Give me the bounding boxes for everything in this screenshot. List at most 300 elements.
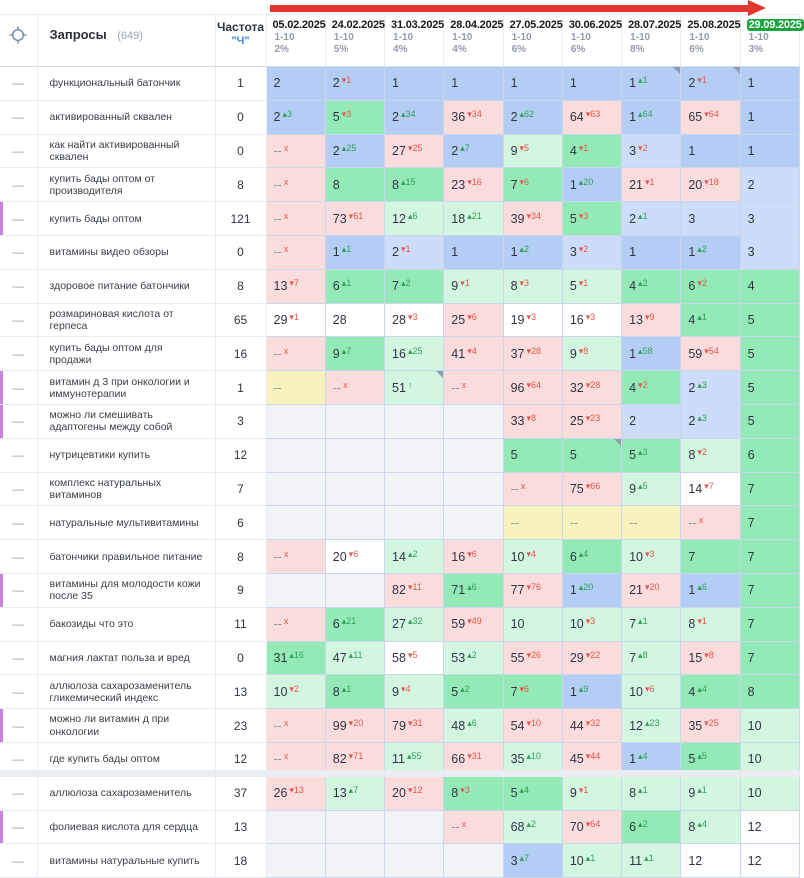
position-cell[interactable]	[444, 235, 503, 269]
position-cell[interactable]	[385, 235, 444, 269]
position-cell[interactable]	[325, 100, 384, 134]
position-value: 5	[747, 380, 755, 395]
position-value: 12	[629, 718, 643, 733]
position-cell[interactable]	[622, 844, 681, 878]
keyword-cell[interactable]: активированный сквален	[37, 100, 215, 134]
position-cell[interactable]	[562, 810, 621, 844]
position-cell[interactable]	[444, 540, 503, 574]
position-cell[interactable]	[503, 641, 562, 675]
position-value: 16	[392, 346, 406, 361]
position-cell[interactable]	[444, 134, 503, 168]
date-column-header[interactable]	[740, 15, 802, 67]
position-cell[interactable]	[385, 202, 444, 236]
position-cell[interactable]	[562, 134, 621, 168]
keyword-cell[interactable]: здоровое питание батончики	[37, 269, 215, 303]
position-cell[interactable]	[562, 337, 621, 371]
position-cell[interactable]	[622, 675, 681, 709]
position-cell[interactable]	[562, 168, 621, 202]
position-cell[interactable]	[740, 438, 799, 472]
frequency-value: 7	[215, 472, 266, 506]
position-cell[interactable]	[740, 675, 799, 709]
drag-handle[interactable]: —	[0, 337, 37, 371]
change-down-indicator: ▾26	[526, 649, 541, 660]
drag-handle[interactable]: —	[0, 100, 37, 134]
date-column-header[interactable]	[622, 15, 681, 67]
position-value: 1	[451, 245, 459, 260]
keyword-cell[interactable]: купить бады оптом для продажи	[37, 337, 215, 371]
position-cell[interactable]	[266, 67, 325, 101]
position-cell[interactable]	[681, 844, 740, 878]
position-cell[interactable]	[681, 472, 740, 506]
position-cell[interactable]	[681, 371, 740, 405]
date-label: 25.08.2025	[687, 19, 741, 31]
position-cell[interactable]	[622, 100, 681, 134]
drag-handle[interactable]: —	[0, 506, 37, 540]
position-cell[interactable]	[444, 675, 503, 709]
drag-handle[interactable]: —	[0, 742, 37, 776]
position-cell[interactable]	[681, 100, 740, 134]
position-cell[interactable]	[503, 540, 562, 574]
keyword-cell[interactable]: фолиевая кислота для сердца	[37, 810, 215, 844]
change-down-indicator: ▾8	[578, 345, 589, 356]
position-cell[interactable]	[562, 371, 621, 405]
position-value: 10	[747, 752, 762, 767]
position-cell[interactable]	[266, 709, 325, 743]
percent-label: 6%	[689, 44, 704, 56]
keyword-cell[interactable]: магния лактат польза и вред	[37, 641, 215, 675]
position-cell[interactable]	[681, 202, 740, 236]
frequency-value: 65	[215, 303, 266, 337]
position-cell[interactable]	[622, 67, 681, 101]
position-cell[interactable]	[562, 573, 621, 607]
position-cell[interactable]	[740, 607, 799, 641]
keyword-cell[interactable]: розмариновая кислота от герпеса	[37, 303, 215, 337]
position-cell[interactable]	[562, 607, 621, 641]
position-cell[interactable]	[444, 641, 503, 675]
drag-handle[interactable]: —	[0, 67, 37, 101]
position-cell[interactable]	[503, 303, 562, 337]
position-cell[interactable]	[622, 303, 681, 337]
position-cell[interactable]	[562, 540, 621, 574]
drag-handle[interactable]: —	[0, 810, 37, 844]
position-cell[interactable]	[562, 506, 621, 540]
position-cell[interactable]	[681, 67, 740, 101]
position-cell[interactable]	[385, 100, 444, 134]
position-cell[interactable]	[740, 100, 799, 134]
position-cell[interactable]	[681, 134, 740, 168]
position-cell[interactable]	[681, 607, 740, 641]
position-cell[interactable]	[385, 337, 444, 371]
position-cell[interactable]	[562, 67, 621, 101]
position-cell[interactable]	[444, 67, 503, 101]
position-cell[interactable]	[325, 540, 384, 574]
keyword-cell[interactable]: как найти активированный сквален	[37, 134, 215, 168]
position-cell[interactable]	[385, 269, 444, 303]
keyword-cell[interactable]: купить бады оптом	[37, 202, 215, 236]
position-cell[interactable]	[681, 675, 740, 709]
position-value: 20	[688, 177, 703, 192]
position-cell[interactable]	[503, 506, 562, 540]
table-row	[0, 404, 800, 438]
position-value: 8	[688, 448, 696, 463]
drag-handle[interactable]: —	[0, 844, 37, 878]
keyword-cell[interactable]: аллюлоза сахарозаменитель гликемический индекс	[37, 675, 215, 709]
position-cell[interactable]	[681, 776, 740, 810]
position-cell[interactable]	[562, 776, 621, 810]
position-cell	[444, 438, 503, 472]
position-cell[interactable]	[503, 776, 562, 810]
drag-handle[interactable]: —	[0, 303, 37, 337]
drag-handle[interactable]: —	[0, 438, 37, 472]
position-cell[interactable]	[503, 269, 562, 303]
position-cell[interactable]	[385, 573, 444, 607]
position-cell[interactable]	[622, 810, 681, 844]
position-cell[interactable]	[562, 269, 621, 303]
position-cell[interactable]	[503, 404, 562, 438]
position-cell[interactable]	[385, 675, 444, 709]
table-row	[0, 337, 800, 371]
position-cell[interactable]	[740, 235, 799, 269]
position-cell[interactable]	[740, 202, 799, 236]
position-cell[interactable]	[325, 269, 384, 303]
position-cell[interactable]	[562, 641, 621, 675]
position-cell[interactable]	[325, 134, 384, 168]
drag-handle[interactable]: —	[0, 371, 37, 405]
frequency-quote-link[interactable]: "Ч"	[231, 35, 250, 48]
position-cell[interactable]	[503, 844, 562, 878]
keyword-cell[interactable]: витамины для молодости кожи после 35	[37, 573, 215, 607]
position-cell[interactable]	[385, 134, 444, 168]
position-cell[interactable]	[385, 607, 444, 641]
position-cell[interactable]	[385, 641, 444, 675]
position-cell[interactable]	[740, 573, 799, 607]
position-cell[interactable]	[740, 540, 799, 574]
position-cell[interactable]	[444, 709, 503, 743]
position-cell[interactable]	[681, 709, 740, 743]
drag-handle[interactable]: —	[0, 472, 37, 506]
position-cell[interactable]	[385, 540, 444, 574]
percent-label: 5%	[333, 44, 349, 56]
date-column-header[interactable]	[503, 15, 562, 67]
position-cell	[325, 506, 384, 540]
position-cell[interactable]	[444, 303, 503, 337]
position-value: 5	[747, 346, 755, 361]
position-cell[interactable]	[503, 202, 562, 236]
keyword-cell[interactable]: батончики правильное питание	[37, 540, 215, 574]
position-cell	[266, 438, 325, 472]
date-column-header[interactable]	[266, 15, 325, 67]
position-cell[interactable]	[266, 235, 325, 269]
position-cell[interactable]	[444, 371, 503, 405]
position-cell	[444, 472, 503, 506]
date-label: 28.07.2025	[628, 19, 682, 31]
date-label: 31.03.2025	[391, 19, 445, 31]
position-cell[interactable]	[681, 168, 740, 202]
change-down-indicator: ▾1	[697, 616, 707, 627]
position-cell[interactable]	[325, 67, 384, 101]
position-cell[interactable]	[622, 202, 681, 236]
position-cell[interactable]	[740, 709, 799, 743]
position-value: 1	[629, 76, 637, 91]
position-cell[interactable]	[740, 134, 799, 168]
change-down-indicator: ▾3	[407, 311, 418, 322]
position-cell[interactable]	[444, 100, 503, 134]
position-cell[interactable]	[266, 675, 325, 709]
position-cell[interactable]	[622, 472, 681, 506]
keyword-cell[interactable]: можно ли смешивать адаптогены между собой	[37, 404, 215, 438]
position-cell[interactable]	[385, 168, 444, 202]
position-cell[interactable]	[503, 168, 562, 202]
position-cell[interactable]	[622, 235, 681, 269]
position-cell[interactable]	[266, 168, 325, 202]
drag-handle[interactable]: —	[0, 709, 37, 743]
position-cell[interactable]	[740, 810, 799, 844]
position-cell[interactable]	[266, 540, 325, 574]
keyword-cell[interactable]: бакозиды что это	[37, 607, 215, 641]
position-cell[interactable]	[503, 235, 562, 269]
position-cell[interactable]	[503, 675, 562, 709]
position-cell[interactable]	[622, 506, 681, 540]
position-cell[interactable]	[266, 134, 325, 168]
position-cell[interactable]	[622, 269, 681, 303]
position-cell[interactable]	[503, 337, 562, 371]
position-cell[interactable]	[681, 269, 740, 303]
position-cell[interactable]	[266, 269, 325, 303]
position-cell[interactable]	[622, 337, 681, 371]
frequency-value: 11	[215, 607, 266, 641]
change-up-indicator: ▴15	[400, 176, 416, 187]
queries-column-header[interactable]	[37, 15, 215, 67]
position-cell[interactable]	[325, 675, 384, 709]
position-cell[interactable]	[444, 810, 503, 844]
position-cell[interactable]	[325, 371, 384, 405]
drag-handle[interactable]: —	[0, 641, 37, 675]
table-row	[0, 303, 800, 337]
crosshair-icon[interactable]	[0, 15, 37, 67]
position-cell[interactable]	[681, 337, 740, 371]
table-row	[0, 472, 800, 506]
date-column-header[interactable]	[681, 15, 740, 67]
position-cell[interactable]	[444, 573, 503, 607]
position-cell[interactable]	[266, 641, 325, 675]
position-cell[interactable]	[266, 303, 325, 337]
position-cell[interactable]	[562, 675, 621, 709]
position-cell[interactable]	[681, 404, 740, 438]
position-cell[interactable]	[562, 404, 621, 438]
date-column-header[interactable]	[325, 15, 384, 67]
keyword-cell[interactable]: натуральные мультивитамины	[37, 506, 215, 540]
change-down-indicator: ▾13	[289, 785, 304, 796]
position-cell[interactable]	[562, 472, 621, 506]
purple-group-marker	[0, 709, 3, 742]
position-cell[interactable]	[681, 235, 740, 269]
position-cell[interactable]	[266, 776, 325, 810]
position-cell[interactable]	[503, 573, 562, 607]
position-cell[interactable]	[622, 168, 681, 202]
change-up-indicator: ▴8	[638, 649, 648, 660]
position-value: 1	[629, 245, 637, 260]
change-down-indicator: ▾1	[460, 278, 470, 289]
position-cell[interactable]	[622, 438, 681, 472]
keyword-cell[interactable]: витамины натуральные купить	[37, 844, 215, 878]
position-cell[interactable]	[444, 269, 503, 303]
position-cell[interactable]	[503, 607, 562, 641]
position-cell[interactable]	[503, 67, 562, 101]
position-cell[interactable]	[562, 438, 621, 472]
keyword-cell[interactable]: купить бады оптом от производителя	[37, 168, 215, 202]
keyword-cell[interactable]: витамины видео обзоры	[37, 235, 215, 269]
change-down-indicator: ▾4	[467, 345, 477, 356]
keyword-cell[interactable]: нутрицевтики купить	[37, 438, 215, 472]
position-cell[interactable]	[622, 404, 681, 438]
position-value: 28	[392, 312, 406, 327]
position-cell[interactable]	[325, 168, 384, 202]
position-cell[interactable]	[622, 709, 681, 743]
drag-handle[interactable]: —	[0, 573, 37, 607]
position-cell[interactable]	[503, 709, 562, 743]
position-cell[interactable]	[503, 810, 562, 844]
position-cell[interactable]	[444, 337, 503, 371]
position-cell[interactable]	[503, 371, 562, 405]
position-cell[interactable]	[562, 709, 621, 743]
position-cell[interactable]	[740, 303, 799, 337]
position-cell[interactable]	[681, 303, 740, 337]
position-cell[interactable]	[325, 607, 384, 641]
date-column-header[interactable]	[385, 15, 444, 67]
keyword-cell[interactable]: витамин д 3 при онкологии и иммунотерапии	[37, 371, 215, 405]
position-cell[interactable]	[740, 269, 799, 303]
date-column-header[interactable]	[444, 15, 503, 67]
position-cell[interactable]	[740, 844, 799, 878]
position-cell[interactable]	[325, 337, 384, 371]
drag-handle[interactable]: —	[0, 269, 37, 303]
position-cell[interactable]	[325, 303, 384, 337]
position-value: 58	[392, 650, 406, 665]
position-value: 55	[510, 650, 525, 665]
position-cell[interactable]	[562, 202, 621, 236]
position-cell[interactable]	[681, 810, 740, 844]
position-value: 5	[747, 312, 755, 327]
change-down-indicator: x	[283, 616, 289, 627]
change-down-indicator: x	[283, 717, 289, 728]
position-cell[interactable]	[444, 202, 503, 236]
position-cell[interactable]	[266, 100, 325, 134]
position-cell[interactable]	[622, 573, 681, 607]
position-cell[interactable]	[562, 100, 621, 134]
frequency-value: 8	[215, 269, 266, 303]
position-cell[interactable]	[385, 709, 444, 743]
position-value: 9	[569, 786, 577, 801]
position-cell[interactable]	[740, 67, 799, 101]
frequency-column-header[interactable]	[215, 15, 266, 67]
position-cell[interactable]	[622, 607, 681, 641]
position-value: 1	[332, 245, 340, 260]
drag-handle[interactable]: —	[0, 134, 37, 168]
position-cell[interactable]	[325, 776, 384, 810]
position-cell[interactable]	[622, 540, 681, 574]
position-cell[interactable]	[385, 371, 444, 405]
position-cell[interactable]	[740, 506, 799, 540]
position-cell[interactable]	[325, 202, 384, 236]
change-up-indicator: ▴4	[519, 785, 530, 796]
drag-handle[interactable]: —	[0, 168, 37, 202]
position-cell[interactable]	[325, 641, 384, 675]
position-cell[interactable]	[385, 67, 444, 101]
drag-handle[interactable]: —	[0, 607, 37, 641]
position-cell[interactable]	[622, 776, 681, 810]
position-value: 7	[510, 684, 518, 699]
position-cell[interactable]	[562, 303, 621, 337]
position-cell[interactable]	[622, 641, 681, 675]
position-cell[interactable]	[325, 235, 384, 269]
position-value: 51	[392, 380, 406, 395]
drag-handle[interactable]: —	[0, 202, 37, 236]
position-cell[interactable]	[562, 844, 621, 878]
position-cell[interactable]	[266, 607, 325, 641]
position-cell[interactable]	[385, 303, 444, 337]
position-cell[interactable]	[444, 168, 503, 202]
change-up-indicator: ▴6	[467, 582, 477, 593]
keyword-cell[interactable]: аллюлоза сахарозаменитель	[37, 776, 215, 810]
position-cell[interactable]	[740, 404, 799, 438]
position-cell[interactable]	[740, 776, 799, 810]
position-cell[interactable]	[740, 371, 799, 405]
position-cell[interactable]	[325, 709, 384, 743]
keyword-cell[interactable]: функциональный батончик	[37, 67, 215, 101]
position-value: --	[273, 617, 282, 632]
position-cell[interactable]	[444, 607, 503, 641]
position-cell[interactable]	[444, 776, 503, 810]
keyword-cell[interactable]: комплекс натуральных витаминов	[37, 472, 215, 506]
position-cell[interactable]	[385, 776, 444, 810]
position-cell[interactable]	[503, 472, 562, 506]
position-cell[interactable]	[503, 134, 562, 168]
position-cell	[325, 438, 384, 472]
position-value: 44	[569, 718, 584, 733]
position-cell[interactable]	[740, 168, 799, 202]
position-cell[interactable]	[740, 472, 799, 506]
drag-handle[interactable]: —	[0, 675, 37, 709]
keyword-cell[interactable]: где купить бады оптом	[37, 742, 215, 776]
keyword-cell[interactable]: можно ли витамин д при онкологии	[37, 709, 215, 743]
date-column-header[interactable]	[562, 15, 621, 67]
position-cell[interactable]	[503, 100, 562, 134]
position-cell[interactable]	[622, 371, 681, 405]
drag-handle[interactable]: —	[0, 540, 37, 574]
position-cell[interactable]	[681, 506, 740, 540]
position-cell	[385, 404, 444, 438]
drag-handle[interactable]: —	[0, 776, 37, 810]
position-cell[interactable]	[681, 573, 740, 607]
drag-handle[interactable]: —	[0, 404, 37, 438]
position-cell[interactable]	[622, 134, 681, 168]
change-down-indicator: ▾2	[638, 379, 648, 390]
position-value: 13	[629, 312, 643, 327]
position-cell[interactable]	[681, 540, 740, 574]
position-cell[interactable]	[266, 337, 325, 371]
drag-handle[interactable]: —	[0, 235, 37, 269]
position-cell[interactable]	[503, 438, 562, 472]
position-value: 26	[273, 786, 288, 801]
position-cell[interactable]	[740, 337, 799, 371]
position-cell[interactable]	[681, 438, 740, 472]
position-cell[interactable]	[681, 641, 740, 675]
position-cell[interactable]	[562, 235, 621, 269]
change-up-indicator: ▴5	[697, 751, 707, 762]
position-cell[interactable]	[266, 202, 325, 236]
position-cell[interactable]	[266, 371, 325, 405]
position-cell[interactable]	[740, 641, 799, 675]
